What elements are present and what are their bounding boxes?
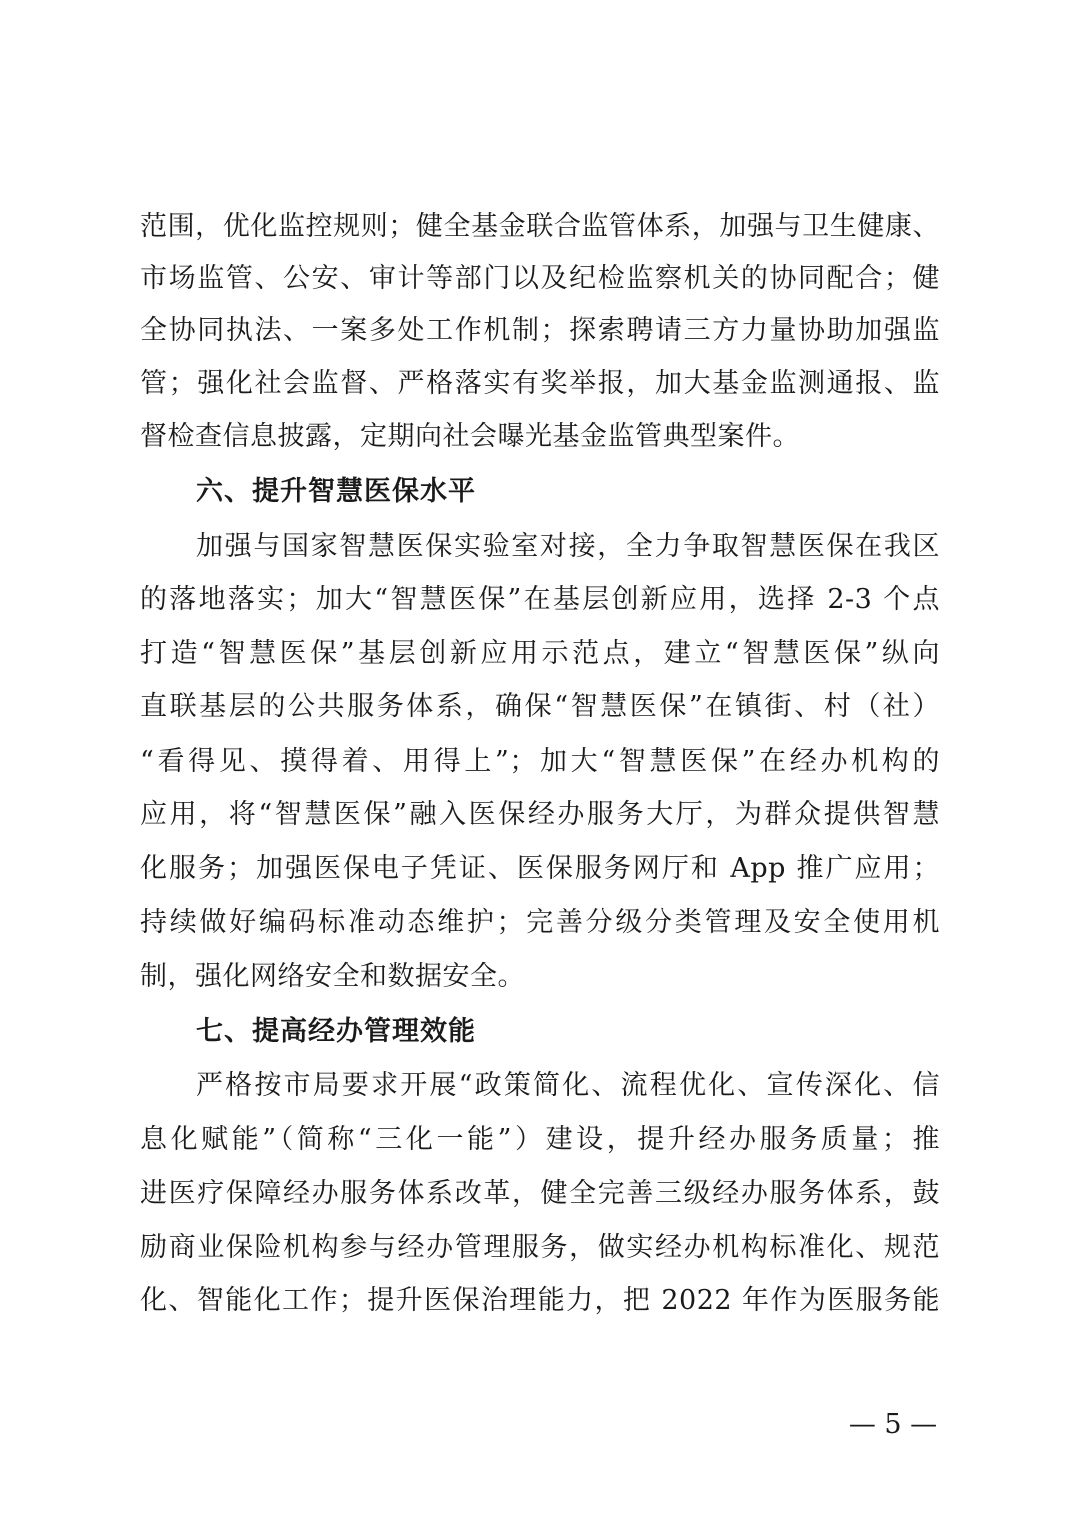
paragraph-line: 直联基层的公共服务体系，确保“智慧医保”在镇街、村（社） bbox=[140, 691, 940, 722]
paragraph-line: 励商业保险机构参与经办管理服务，做实经办机构标准化、规范 bbox=[140, 1232, 940, 1263]
paragraph-line: 打造“智慧医保”基层创新应用示范点，建立“智慧医保”纵向 bbox=[140, 638, 940, 669]
paragraph-line: 化、智能化工作；提升医保治理能力，把 2022 年作为医服务能 bbox=[140, 1285, 940, 1316]
paragraph-line: 应用，将“智慧医保”融入医保经办服务大厅，为群众提供智慧 bbox=[140, 799, 940, 830]
paragraph-line: 持续做好编码标准动态维护；完善分级分类管理及安全使用机 bbox=[140, 907, 940, 938]
paragraph-line: 息化赋能”（简称“三化一能”）建设，提升经办服务质量；推 bbox=[140, 1124, 940, 1155]
paragraph-line: 制，强化网络安全和数据安全。 bbox=[140, 961, 525, 992]
paragraph-line: 加强与国家智慧医保实验室对接，全力争取智慧医保在我区 bbox=[196, 531, 940, 562]
section-heading-6: 六、提升智慧医保水平 bbox=[196, 476, 476, 507]
paragraph-line: 进医疗保障经办服务体系改革，健全完善三级经办服务体系，鼓 bbox=[140, 1178, 940, 1209]
paragraph-line: 的落地落实；加大“智慧医保”在基层创新应用，选择 2-3 个点 bbox=[140, 584, 940, 615]
paragraph-line: 化服务；加强医保电子凭证、医保服务网厅和 App 推广应用； bbox=[140, 853, 940, 884]
paragraph-line: 市场监管、公安、审计等部门以及纪检监察机关的协同配合；健 bbox=[140, 263, 940, 294]
paragraph-line: 督检查信息披露，定期向社会曝光基金监管典型案件。 bbox=[140, 421, 800, 452]
paragraph-line: 管；强化社会监督、严格落实有奖举报，加大基金监测通报、监 bbox=[140, 368, 940, 399]
page-number: — 5 — bbox=[848, 1409, 938, 1440]
paragraph-line: 全协同执法、一案多处工作机制；探索聘请三方力量协助加强监 bbox=[140, 315, 940, 346]
paragraph-line: “看得见、摸得着、用得上”；加大“智慧医保”在经办机构的 bbox=[140, 746, 940, 777]
paragraph-line: 范围，优化监控规则；健全基金联合监管体系，加强与卫生健康、 bbox=[140, 211, 940, 242]
section-heading-7: 七、提高经办管理效能 bbox=[196, 1016, 476, 1047]
paragraph-line: 严格按市局要求开展“政策简化、流程优化、宣传深化、信 bbox=[196, 1070, 940, 1101]
